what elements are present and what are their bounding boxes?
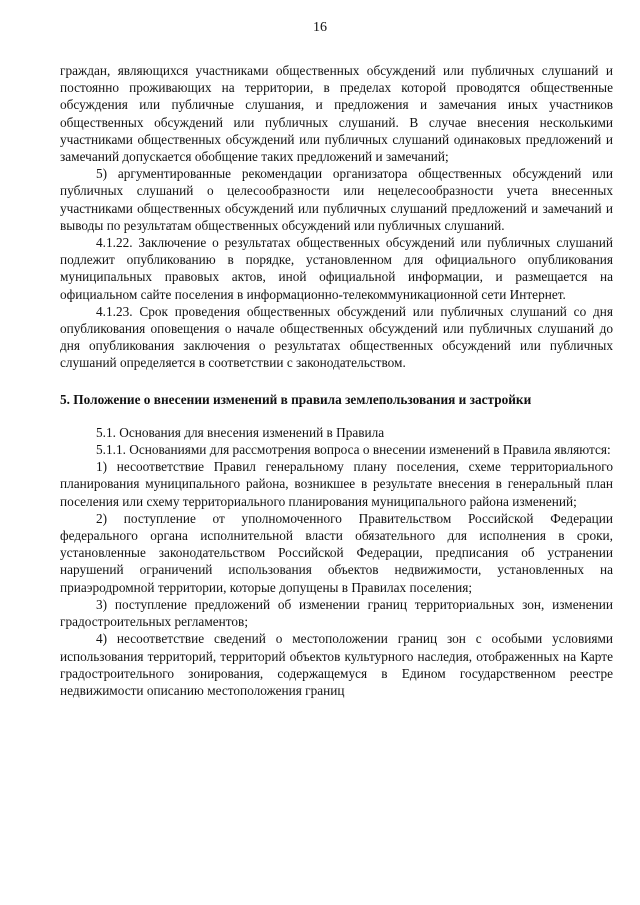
document-body xyxy=(60,62,613,699)
page-number: 16 xyxy=(313,20,327,35)
paragraph: 3) поступление предложений об изменении границ территориальных зон, изменении градостроительных регламентов; xyxy=(60,596,613,630)
paragraph: 1) несоответствие Правил генеральному плану поселения, схеме территориального планирования муниципального района, возникшее в результате внесения в генеральный план поселения или схему территориального планирования муниципального района изменений; xyxy=(60,459,613,509)
paragraph: 5.1.1. Основаниями для рассмотрения вопроса о внесении изменений в Правила являются: xyxy=(96,442,611,458)
paragraph: 4.1.22. Заключение о результатах общественных обсуждений или публичных слушаний подлежит опубликованию в порядке, установленном для официального опубликования муниципальных правовых актов, иной официальной информации, и размещается на официальном сайте поселения в информационно-телекоммуникационной сети Интернет. xyxy=(60,235,613,302)
paragraph: 5.1. Основания для внесения изменений в Правила xyxy=(96,424,385,440)
paragraph: 4.1.23. Срок проведения общественных обсуждений или публичных слушаний со дня опубликования оповещения о начале общественных обсуждений или публичных слушаний до дня опубликования заключения о результатах общественных обсуждений или публичных слушаний определяется в соответствии с законодательством. xyxy=(60,303,613,371)
paragraph: 4) несоответствие сведений о местоположении границ зон с особыми условиями использования территорий, территорий объектов культурного наследия, отображенных на Карте градостроительного зонирования, содержащемуся в Едином государственном реестре недвижимости описанию местоположения границ xyxy=(60,631,613,698)
paragraph: граждан, являющихся участниками общественных обсуждений или публичных слушаний и постоянно проживающих на территории, в пределах которой проводятся общественные обсуждения или публичные слушания, и предложения и замечания иных участников общественных обсуждений или публичных слушаний. В случае внесения несколькими участниками общественных обсуждений или публичных слушаний одинаковых предложений и замечаний допускается обобщение таких предложений и замечаний; xyxy=(60,63,613,165)
paragraph: 5) аргументированные рекомендации организатора общественных обсуждений или публичных слушаний о целесообразности или нецелесообразности учета внесенных участниками общественных обсуждений или публичных слушаний предложений и замечаний и выводы по результатам общественных обсуждений или публичных слушаний. xyxy=(60,166,613,233)
section-heading: 5. Положение о внесении изменений в правила землепользования и застройки xyxy=(60,391,532,407)
paragraph: 2) поступление от уполномоченного Правительством Российской Федерации федерального органа исполнительной власти обязательного для исполнения в сроки, установленные законодательством Российской Федерации, предписания об устранении нарушений ограничений использования объектов недвижимости, установленных на приаэродромной территории, которые допущены в Правилах поселения; xyxy=(60,510,613,595)
